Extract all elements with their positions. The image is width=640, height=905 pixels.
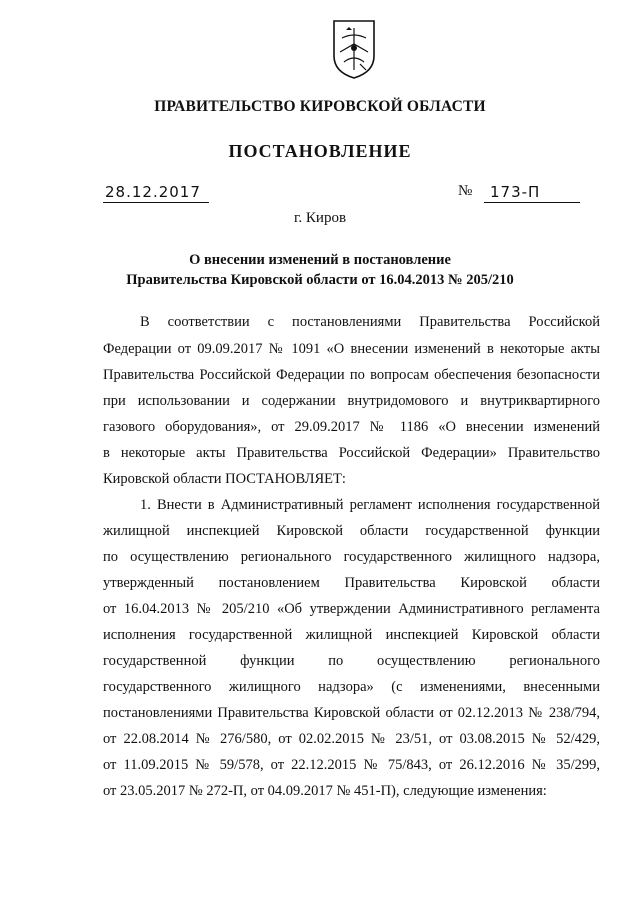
text-line: в некоторые акты Правительства Российской Федерации» Правительство xyxy=(103,445,600,461)
text-line: от 23.05.2017 № 272-П, от 04.09.2017 № 451-П), следующие изменения: xyxy=(103,783,547,799)
text-line: Федерации от 09.09.2017 № 1091 «О внесении изменений в некоторые акты xyxy=(103,341,600,357)
text-line: по осуществлению регионального государственного жилищного надзора, xyxy=(103,549,600,565)
organization-name: ПРАВИТЕЛЬСТВО КИРОВСКОЙ ОБЛАСТИ xyxy=(154,98,486,115)
document-subject xyxy=(0,250,640,290)
text-line: от 11.09.2015 № 59/578, от 22.12.2015 № 75/843, от 26.12.2016 № 35/299, xyxy=(103,757,600,773)
text-line: от 16.04.2013 № 205/210 «Об утверждении Административного регламента xyxy=(103,601,600,617)
text-line: 1. Внести в Административный регламент исполнения государственной xyxy=(140,497,600,513)
number-sign: № xyxy=(458,183,473,199)
document-number: 173-П xyxy=(484,183,580,203)
document-type: ПОСТАНОВЛЕНИЕ xyxy=(228,141,412,161)
document-date: 28.12.2017 xyxy=(103,183,209,203)
city: г. Киров xyxy=(293,210,347,226)
text-line: утвержденный постановлением Правительства Кировской области xyxy=(103,575,600,591)
text-line: В соответствии с постановлениями Правительства Российской xyxy=(140,314,600,330)
text-line: исполнения государственной жилищной инспекцией Кировской области xyxy=(103,627,600,643)
text-line: газового оборудования», от 29.09.2017 № 1186 «О внесении изменений xyxy=(103,419,600,435)
text-line: государственной функции по осуществлению регионального xyxy=(103,653,600,669)
text-line: Правительства Российской Федерации по вопросам обеспечения безопасности xyxy=(103,367,600,383)
text-line: государственного жилищного надзора» (с изменениями, внесенными xyxy=(103,679,600,695)
subject-line: О внесении изменений в постановление xyxy=(189,252,451,268)
text-line: постановлениями Правительства Кировской области от 02.12.2013 № 238/794, xyxy=(103,705,600,721)
text-line: Кировской области ПОСТАНОВЛЯЕТ: xyxy=(103,471,346,487)
coat-of-arms-icon xyxy=(330,18,378,80)
subject-line: Правительства Кировской области от 16.04.2013 № 205/210 xyxy=(126,272,514,288)
text-line: от 22.08.2014 № 276/580, от 02.02.2015 № 23/51, от 03.08.2015 № 52/429, xyxy=(103,731,600,747)
text-line: при использовании и содержании внутридомового и внутриквартирного xyxy=(103,393,600,409)
text-line: жилищной инспекцией Кировской области государственной функции xyxy=(103,523,600,539)
